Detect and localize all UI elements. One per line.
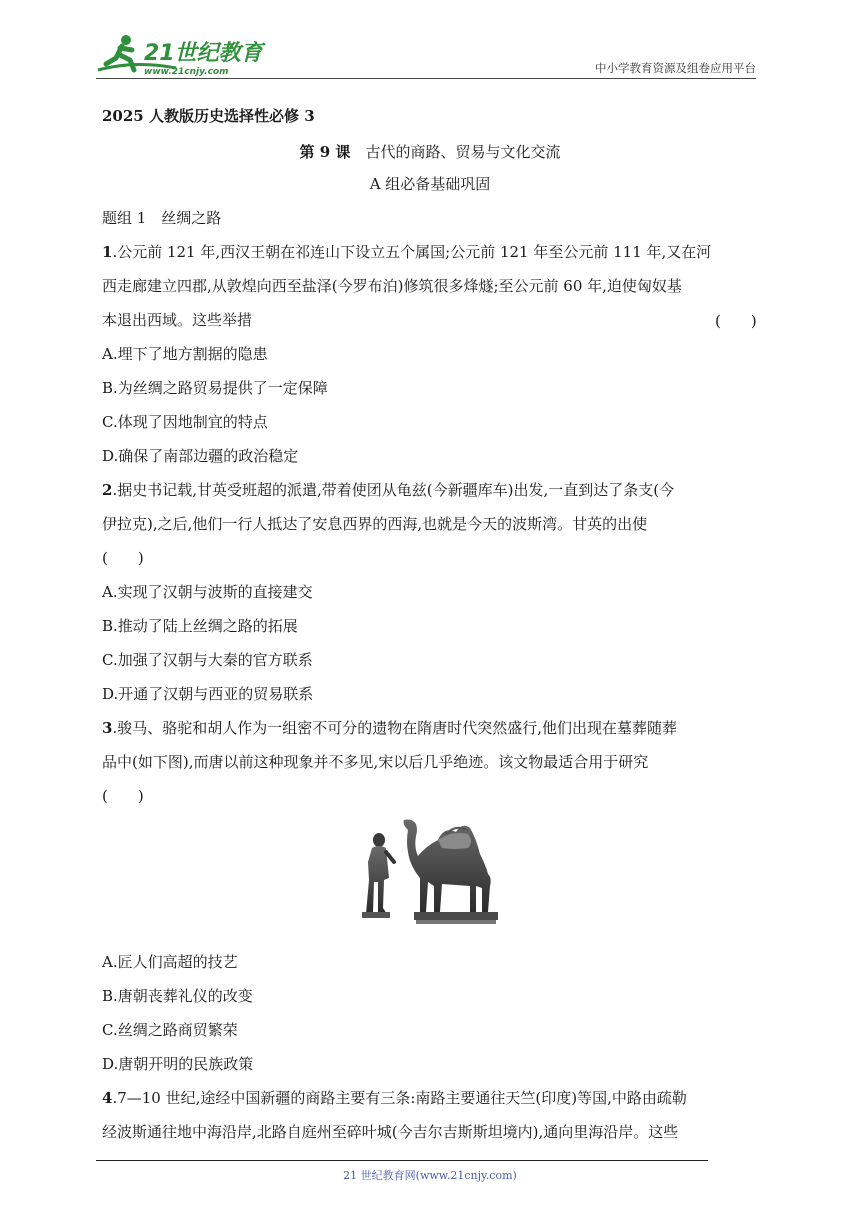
- q1-answer-blank: ( ): [715, 312, 757, 330]
- q3-option-a: A.匠人们高超的技艺: [102, 953, 238, 971]
- footer-link[interactable]: 21 世纪教育网(www.21cnjy.com): [343, 1169, 517, 1182]
- site-logo: [96, 30, 266, 78]
- q2-answer-blank: ( ): [102, 549, 144, 567]
- footer-divider: [96, 1160, 708, 1161]
- q2-option-a: A.实现了汉朝与波斯的直接建交: [102, 583, 313, 601]
- q3-option-b: B.唐朝丧葬礼仪的改变: [102, 987, 253, 1005]
- q3-option-d: D.唐朝开明的民族政策: [102, 1055, 254, 1073]
- header-platform-text: 中小学教育资源及组卷应用平台: [595, 61, 756, 75]
- figurine-man: [362, 833, 394, 918]
- lesson-number: 第 9 课: [299, 143, 351, 161]
- q3-option-c: C.丝绸之路商贸繁荣: [102, 1021, 238, 1039]
- q1-option-a: A.埋下了地方割据的隐患: [102, 345, 268, 363]
- q1-option-b: B.为丝绸之路贸易提供了一定保障: [102, 379, 328, 397]
- book-title: 2025 人教版历史选择性必修 3: [102, 107, 315, 125]
- camel-figurine-image: [356, 816, 506, 936]
- group-title: A 组必备基础巩固: [369, 175, 491, 193]
- q2-option-d: D.开通了汉朝与西亚的贸易联系: [102, 685, 314, 703]
- q3-number: 3: [102, 719, 113, 737]
- lesson-title: 古代的商路、贸易与文化交流: [365, 143, 561, 161]
- q1-option-c: C.体现了因地制宜的特点: [102, 413, 268, 431]
- page-header: [96, 30, 756, 80]
- q4-line-2: 经波斯通往地中海沿岸,北路自庭州至碎叶城(今吉尔吉斯斯坦境内),通向里海沿岸。这些: [102, 1123, 679, 1141]
- q2-option-c: C.加强了汉朝与大秦的官方联系: [102, 651, 313, 669]
- lesson-heading: [0, 142, 860, 162]
- q1-number: 1: [102, 243, 113, 261]
- q2-number: 2: [102, 481, 113, 499]
- q3-line-1: 3.骏马、骆驼和胡人作为一组密不可分的遗物在隋唐时代突然盛行,他们出现在墓葬随葬: [102, 719, 677, 737]
- figurine-camel: [404, 820, 499, 925]
- topic-title: 题组 1 丝绸之路: [102, 209, 222, 227]
- q1-line-1: 1.公元前 121 年,西汉王朝在祁连山下设立五个属国;公元前 121 年至公元前 111 年,又在河: [102, 243, 712, 261]
- q2-option-b: B.推动了陆上丝绸之路的拓展: [102, 617, 298, 635]
- q2-line-2: 伊拉克),之后,他们一行人抵达了安息西界的西海,也就是今天的波斯湾。甘英的出使: [102, 515, 648, 533]
- q1-line-3: 本退出西域。这些举措: [102, 311, 253, 329]
- q4-line-1: 4.7—10 世纪,途经中国新疆的商路主要有三条:南路主要通往天竺(印度)等国,中路由疏勒: [102, 1089, 687, 1107]
- logo-text: 21世纪教育: [144, 41, 263, 66]
- q3-answer-blank: ( ): [102, 787, 144, 805]
- q4-number: 4: [102, 1089, 113, 1107]
- q1-line-2: 西走廊建立四郡,从敦煌向西至盐泽(今罗布泊)修筑很多烽燧;至公元前 60 年,迫使匈奴基: [102, 277, 682, 295]
- q3-line-2: 品中(如下图),而唐以前这种现象并不多见,宋以后几乎绝迹。该文物最适合用于研究: [102, 753, 649, 771]
- logo-url: www.21cnjy.com: [144, 67, 229, 77]
- header-divider: [96, 78, 756, 79]
- q1-option-d: D.确保了南部边疆的政治稳定: [102, 447, 299, 465]
- q2-line-1: 2.据史书记载,甘英受班超的派遣,带着使团从龟兹(今新疆库车)出发,一直到达了条支(今: [102, 481, 675, 499]
